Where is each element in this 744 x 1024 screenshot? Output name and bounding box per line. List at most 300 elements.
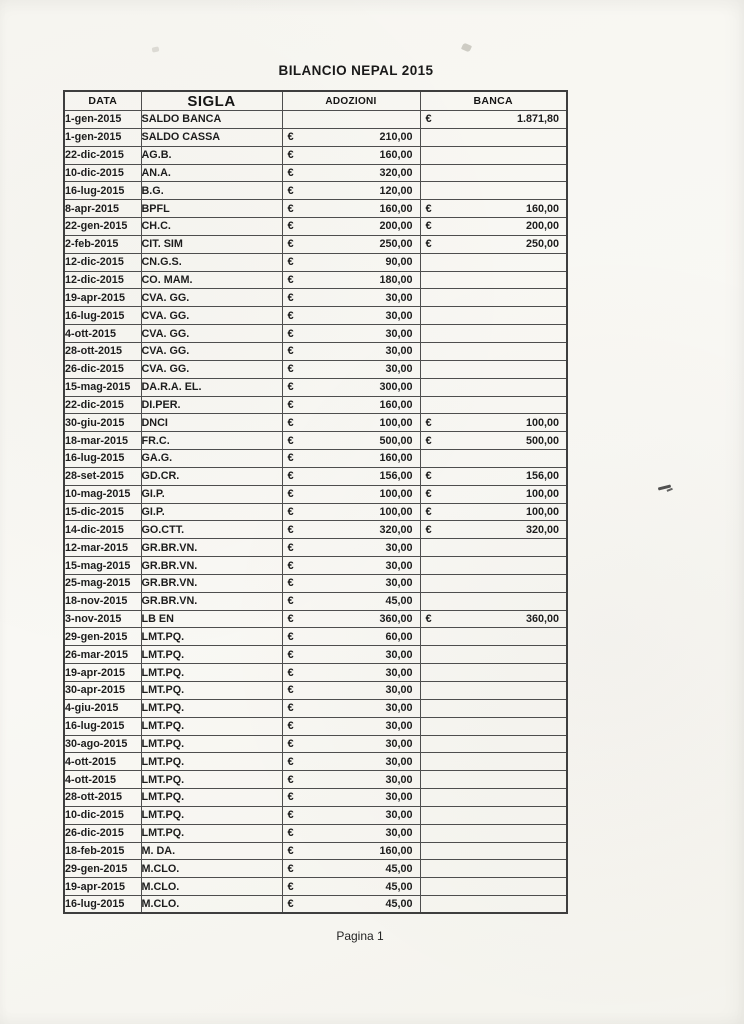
sigla-cell: LMT.PQ. <box>141 771 282 789</box>
banca-cell <box>420 628 567 646</box>
banca-cell <box>420 396 567 414</box>
date-cell: 29-gen-2015 <box>64 860 141 878</box>
date-cell: 26-dic-2015 <box>64 360 141 378</box>
adozioni-cell <box>282 789 420 807</box>
sigla-cell: GR.BR.VN. <box>141 574 282 592</box>
currency-symbol: € <box>287 291 294 304</box>
table-row <box>64 342 567 360</box>
currency-symbol: € <box>287 648 294 661</box>
currency-symbol: € <box>287 381 294 394</box>
date-cell: 16-lug-2015 <box>64 717 141 735</box>
date-cell: 12-dic-2015 <box>64 253 141 271</box>
currency-symbol: € <box>287 737 294 750</box>
amount-value: 45,00 <box>385 862 413 875</box>
currency-symbol: € <box>287 613 294 626</box>
banca-cell <box>420 806 567 824</box>
table-row <box>64 842 567 860</box>
currency-symbol: € <box>287 398 294 411</box>
currency-symbol: € <box>287 327 294 340</box>
amount-value: 100,00 <box>379 416 413 429</box>
adozioni-cell <box>282 521 420 539</box>
page-number: Pagina 1 <box>336 929 384 943</box>
column-header-banca: BANCA <box>420 91 567 111</box>
adozioni-cell <box>282 574 420 592</box>
sigla-cell: LMT.PQ. <box>141 753 282 771</box>
banca-cell <box>420 664 567 682</box>
sigla-cell: LMT.PQ. <box>141 699 282 717</box>
adozioni-cell <box>282 414 420 432</box>
banca-cell <box>420 200 567 218</box>
date-cell: 4-ott-2015 <box>64 753 141 771</box>
banca-cell <box>420 699 567 717</box>
table-row <box>64 467 567 485</box>
date-cell: 19-apr-2015 <box>64 289 141 307</box>
amount-value: 160,00 <box>379 149 413 162</box>
currency-symbol: € <box>287 684 294 697</box>
currency-symbol: € <box>287 345 294 358</box>
adozioni-cell <box>282 771 420 789</box>
banca-cell <box>420 307 567 325</box>
adozioni-cell <box>282 539 420 557</box>
date-cell: 22-dic-2015 <box>64 146 141 164</box>
table-row <box>64 485 567 503</box>
currency-symbol: € <box>287 791 294 804</box>
sigla-cell: CN.G.S. <box>141 253 282 271</box>
date-cell: 19-apr-2015 <box>64 878 141 896</box>
currency-symbol: € <box>287 505 294 518</box>
date-cell: 15-mag-2015 <box>64 557 141 575</box>
currency-symbol: € <box>425 238 432 251</box>
table-row <box>64 664 567 682</box>
currency-symbol: € <box>287 488 294 501</box>
currency-symbol: € <box>287 416 294 429</box>
sigla-cell: LMT.PQ. <box>141 806 282 824</box>
table-row <box>64 860 567 878</box>
table-row <box>64 253 567 271</box>
amount-value: 100,00 <box>379 505 413 518</box>
date-cell: 8-apr-2015 <box>64 200 141 218</box>
table-row <box>64 878 567 896</box>
banca-cell <box>420 557 567 575</box>
currency-symbol: € <box>425 202 432 215</box>
amount-value: 360,00 <box>379 613 413 626</box>
currency-symbol: € <box>287 577 294 590</box>
table-row <box>64 164 567 182</box>
table-row <box>64 146 567 164</box>
currency-symbol: € <box>287 166 294 179</box>
currency-symbol: € <box>287 541 294 554</box>
sigla-cell: CVA. GG. <box>141 342 282 360</box>
date-cell: 16-lug-2015 <box>64 450 141 468</box>
sigla-cell: CO. MAM. <box>141 271 282 289</box>
table-row <box>64 557 567 575</box>
table-row <box>64 325 567 343</box>
date-cell: 18-nov-2015 <box>64 592 141 610</box>
currency-symbol: € <box>425 113 432 126</box>
currency-symbol: € <box>287 149 294 162</box>
amount-value: 156,00 <box>525 470 559 483</box>
banca-cell <box>420 182 567 200</box>
sigla-cell: SALDO BANCA <box>141 111 282 129</box>
sigla-cell: AN.A. <box>141 164 282 182</box>
amount-value: 30,00 <box>385 773 413 786</box>
amount-value: 100,00 <box>379 488 413 501</box>
amount-value: 500,00 <box>525 434 559 447</box>
amount-value: 30,00 <box>385 720 413 733</box>
adozioni-cell <box>282 824 420 842</box>
amount-value: 30,00 <box>385 345 413 358</box>
date-cell: 22-gen-2015 <box>64 218 141 236</box>
banca-cell <box>420 325 567 343</box>
adozioni-cell <box>282 592 420 610</box>
table-row <box>64 360 567 378</box>
page-title: BILANCIO NEPAL 2015 <box>278 63 434 78</box>
adozioni-cell <box>282 218 420 236</box>
sigla-cell: FR.C. <box>141 432 282 450</box>
date-cell: 1-gen-2015 <box>64 111 141 129</box>
date-cell: 26-mar-2015 <box>64 646 141 664</box>
currency-symbol: € <box>287 202 294 215</box>
amount-value: 30,00 <box>385 648 413 661</box>
adozioni-cell <box>282 253 420 271</box>
table-row <box>64 111 567 129</box>
banca-cell <box>420 824 567 842</box>
adozioni-cell <box>282 682 420 700</box>
date-cell: 22-dic-2015 <box>64 396 141 414</box>
amount-value: 200,00 <box>525 220 559 233</box>
table-row <box>64 521 567 539</box>
sigla-cell: CVA. GG. <box>141 360 282 378</box>
sigla-cell: LMT.PQ. <box>141 735 282 753</box>
currency-symbol: € <box>287 256 294 269</box>
amount-value: 160,00 <box>379 202 413 215</box>
amount-value: 160,00 <box>525 202 559 215</box>
table-row <box>64 699 567 717</box>
banca-cell <box>420 450 567 468</box>
banca-cell <box>420 432 567 450</box>
table-row <box>64 896 567 914</box>
table-row <box>64 771 567 789</box>
amount-value: 250,00 <box>525 238 559 251</box>
amount-value: 320,00 <box>379 523 413 536</box>
date-cell: 4-giu-2015 <box>64 699 141 717</box>
amount-value: 300,00 <box>379 381 413 394</box>
table-row <box>64 628 567 646</box>
date-cell: 4-ott-2015 <box>64 325 141 343</box>
date-cell: 15-dic-2015 <box>64 503 141 521</box>
currency-symbol: € <box>287 184 294 197</box>
sigla-cell: CH.C. <box>141 218 282 236</box>
amount-value: 30,00 <box>385 809 413 822</box>
banca-cell <box>420 253 567 271</box>
amount-value: 100,00 <box>525 505 559 518</box>
amount-value: 30,00 <box>385 755 413 768</box>
sigla-cell: GA.G. <box>141 450 282 468</box>
banca-cell <box>420 467 567 485</box>
currency-symbol: € <box>287 309 294 322</box>
adozioni-cell <box>282 735 420 753</box>
adozioni-cell <box>282 182 420 200</box>
date-cell: 10-dic-2015 <box>64 164 141 182</box>
currency-symbol: € <box>287 845 294 858</box>
banca-cell <box>420 646 567 664</box>
amount-value: 30,00 <box>385 363 413 376</box>
amount-value: 60,00 <box>385 630 413 643</box>
table-row <box>64 289 567 307</box>
currency-symbol: € <box>287 434 294 447</box>
currency-symbol: € <box>425 434 432 447</box>
adozioni-cell <box>282 378 420 396</box>
banca-cell <box>420 360 567 378</box>
adozioni-cell <box>282 628 420 646</box>
sigla-cell: LMT.PQ. <box>141 682 282 700</box>
table-row <box>64 432 567 450</box>
table-row <box>64 396 567 414</box>
amount-value: 200,00 <box>379 220 413 233</box>
table-row <box>64 414 567 432</box>
date-cell: 2-feb-2015 <box>64 235 141 253</box>
currency-symbol: € <box>287 131 294 144</box>
table-row <box>64 789 567 807</box>
amount-value: 160,00 <box>379 398 413 411</box>
currency-symbol: € <box>287 470 294 483</box>
banca-cell <box>420 521 567 539</box>
amount-value: 30,00 <box>385 309 413 322</box>
banca-cell <box>420 896 567 914</box>
table-row <box>64 735 567 753</box>
amount-value: 30,00 <box>385 702 413 715</box>
table-row <box>64 806 567 824</box>
adozioni-cell <box>282 342 420 360</box>
date-cell: 16-lug-2015 <box>64 896 141 914</box>
adozioni-cell <box>282 557 420 575</box>
banca-cell <box>420 735 567 753</box>
amount-value: 360,00 <box>525 613 559 626</box>
date-cell: 3-nov-2015 <box>64 610 141 628</box>
date-cell: 10-mag-2015 <box>64 485 141 503</box>
bilancio-table <box>63 90 568 914</box>
banca-cell <box>420 414 567 432</box>
date-cell: 10-dic-2015 <box>64 806 141 824</box>
table-row <box>64 200 567 218</box>
date-cell: 28-set-2015 <box>64 467 141 485</box>
banca-cell <box>420 771 567 789</box>
currency-symbol: € <box>287 630 294 643</box>
adozioni-cell <box>282 164 420 182</box>
date-cell: 30-giu-2015 <box>64 414 141 432</box>
date-cell: 28-ott-2015 <box>64 789 141 807</box>
sigla-cell: LB EN <box>141 610 282 628</box>
sigla-cell: CVA. GG. <box>141 307 282 325</box>
adozioni-cell <box>282 289 420 307</box>
amount-value: 30,00 <box>385 666 413 679</box>
adozioni-cell <box>282 610 420 628</box>
sigla-cell: GR.BR.VN. <box>141 539 282 557</box>
adozioni-cell <box>282 753 420 771</box>
amount-value: 160,00 <box>379 452 413 465</box>
table-row <box>64 646 567 664</box>
date-cell: 19-apr-2015 <box>64 664 141 682</box>
currency-symbol: € <box>287 523 294 536</box>
banca-cell <box>420 378 567 396</box>
adozioni-cell <box>282 664 420 682</box>
table-row <box>64 539 567 557</box>
column-header-data: DATA <box>64 91 141 111</box>
adozioni-cell <box>282 325 420 343</box>
amount-value: 250,00 <box>379 238 413 251</box>
column-header-sigla: SIGLA <box>141 91 282 111</box>
date-cell: 18-mar-2015 <box>64 432 141 450</box>
banca-cell <box>420 235 567 253</box>
sigla-cell: GO.CTT. <box>141 521 282 539</box>
currency-symbol: € <box>425 470 432 483</box>
table-row <box>64 128 567 146</box>
amount-value: 30,00 <box>385 541 413 554</box>
banca-cell <box>420 878 567 896</box>
currency-symbol: € <box>287 363 294 376</box>
banca-cell <box>420 271 567 289</box>
banca-cell <box>420 146 567 164</box>
table-row <box>64 503 567 521</box>
sigla-cell: GD.CR. <box>141 467 282 485</box>
amount-value: 30,00 <box>385 827 413 840</box>
banca-cell <box>420 164 567 182</box>
pen-mark <box>658 484 671 490</box>
date-cell: 28-ott-2015 <box>64 342 141 360</box>
currency-symbol: € <box>287 666 294 679</box>
table-row <box>64 682 567 700</box>
amount-value: 320,00 <box>525 523 559 536</box>
banca-cell <box>420 717 567 735</box>
amount-value: 45,00 <box>385 898 413 911</box>
adozioni-cell <box>282 699 420 717</box>
sigla-cell: M.CLO. <box>141 878 282 896</box>
adozioni-cell <box>282 503 420 521</box>
table-header-row <box>64 91 567 111</box>
adozioni-cell <box>282 396 420 414</box>
currency-symbol: € <box>287 809 294 822</box>
sigla-cell: M.CLO. <box>141 896 282 914</box>
table-row <box>64 717 567 735</box>
sigla-cell: M. DA. <box>141 842 282 860</box>
date-cell: 29-gen-2015 <box>64 628 141 646</box>
banca-cell <box>420 610 567 628</box>
currency-symbol: € <box>287 773 294 786</box>
sigla-cell: AG.B. <box>141 146 282 164</box>
sigla-cell: SALDO CASSA <box>141 128 282 146</box>
amount-value: 210,00 <box>379 131 413 144</box>
date-cell: 30-ago-2015 <box>64 735 141 753</box>
banca-cell <box>420 842 567 860</box>
currency-symbol: € <box>425 488 432 501</box>
amount-value: 156,00 <box>379 470 413 483</box>
amount-value: 500,00 <box>379 434 413 447</box>
date-cell: 14-dic-2015 <box>64 521 141 539</box>
table-row <box>64 592 567 610</box>
sigla-cell: CVA. GG. <box>141 325 282 343</box>
sigla-cell: CVA. GG. <box>141 289 282 307</box>
sigla-cell: LMT.PQ. <box>141 628 282 646</box>
currency-symbol: € <box>425 220 432 233</box>
table-row <box>64 450 567 468</box>
currency-symbol: € <box>425 613 432 626</box>
amount-value: 30,00 <box>385 327 413 340</box>
currency-symbol: € <box>425 523 432 536</box>
date-cell: 1-gen-2015 <box>64 128 141 146</box>
currency-symbol: € <box>287 220 294 233</box>
table-row <box>64 235 567 253</box>
date-cell: 15-mag-2015 <box>64 378 141 396</box>
sigla-cell: LMT.PQ. <box>141 664 282 682</box>
table-row <box>64 271 567 289</box>
currency-symbol: € <box>287 755 294 768</box>
banca-cell <box>420 860 567 878</box>
currency-symbol: € <box>425 505 432 518</box>
adozioni-cell <box>282 235 420 253</box>
date-cell: 30-apr-2015 <box>64 682 141 700</box>
amount-value: 180,00 <box>379 274 413 287</box>
sigla-cell: LMT.PQ. <box>141 717 282 735</box>
adozioni-cell <box>282 842 420 860</box>
amount-value: 90,00 <box>385 256 413 269</box>
adozioni-cell <box>282 111 420 129</box>
banca-cell <box>420 128 567 146</box>
amount-value: 100,00 <box>525 416 559 429</box>
adozioni-cell <box>282 485 420 503</box>
sigla-cell: LMT.PQ. <box>141 646 282 664</box>
currency-symbol: € <box>287 274 294 287</box>
currency-symbol: € <box>287 720 294 733</box>
table-row <box>64 610 567 628</box>
table-row <box>64 824 567 842</box>
adozioni-cell <box>282 146 420 164</box>
adozioni-cell <box>282 646 420 664</box>
amount-value: 160,00 <box>379 845 413 858</box>
scan-smudge <box>152 46 160 52</box>
banca-cell <box>420 789 567 807</box>
currency-symbol: € <box>287 238 294 251</box>
banca-cell <box>420 574 567 592</box>
amount-value: 30,00 <box>385 737 413 750</box>
banca-cell <box>420 111 567 129</box>
amount-value: 1.871,80 <box>516 113 559 126</box>
column-header-adozioni: ADOZIONI <box>282 91 420 111</box>
banca-cell <box>420 503 567 521</box>
date-cell: 16-lug-2015 <box>64 182 141 200</box>
amount-value: 30,00 <box>385 791 413 804</box>
adozioni-cell <box>282 806 420 824</box>
adozioni-cell <box>282 878 420 896</box>
sigla-cell: GI.P. <box>141 485 282 503</box>
adozioni-cell <box>282 717 420 735</box>
date-cell: 25-mag-2015 <box>64 574 141 592</box>
sigla-cell: BPFL <box>141 200 282 218</box>
adozioni-cell <box>282 360 420 378</box>
adozioni-cell <box>282 860 420 878</box>
adozioni-cell <box>282 271 420 289</box>
banca-cell <box>420 539 567 557</box>
date-cell: 4-ott-2015 <box>64 771 141 789</box>
currency-symbol: € <box>287 595 294 608</box>
scan-smudge <box>461 42 472 52</box>
amount-value: 320,00 <box>379 166 413 179</box>
banca-cell <box>420 342 567 360</box>
banca-cell <box>420 592 567 610</box>
sigla-cell: DA.R.A. EL. <box>141 378 282 396</box>
amount-value: 30,00 <box>385 291 413 304</box>
date-cell: 16-lug-2015 <box>64 307 141 325</box>
sigla-cell: GR.BR.VN. <box>141 557 282 575</box>
